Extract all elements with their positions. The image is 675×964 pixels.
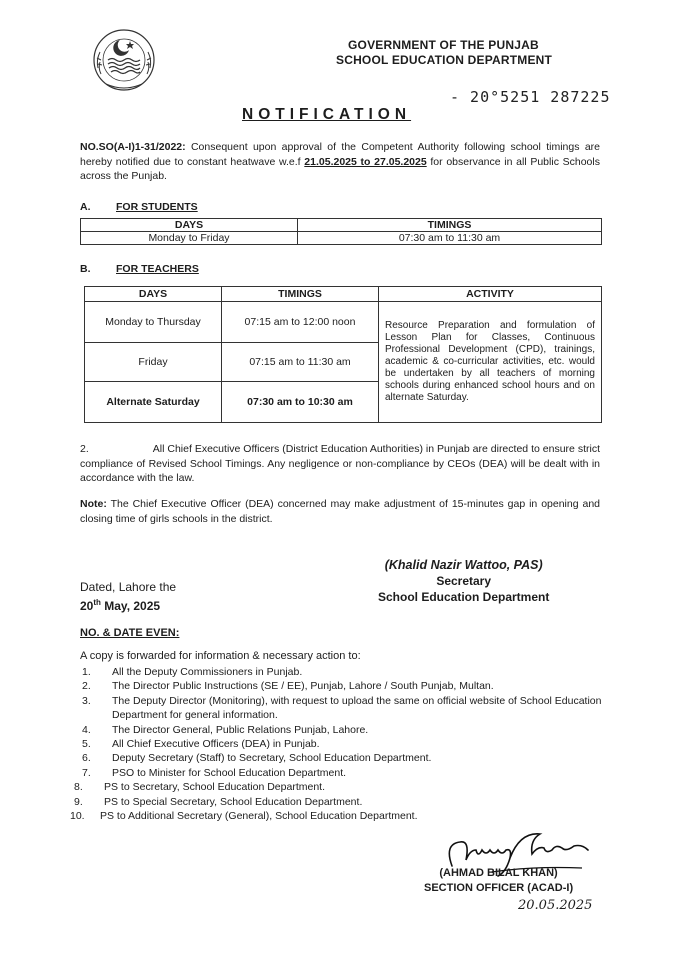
- dated-date: [80, 595, 176, 614]
- note-label: Note:: [80, 498, 107, 510]
- list-item-number: 7.: [82, 766, 91, 779]
- date-day: 20: [80, 599, 94, 613]
- list-item-text: The Director Public Instructions (SE / EE), Punjab, Lahore / South Punjab, Multan.: [112, 680, 494, 693]
- list-item-text: All the Deputy Commissioners in Punjab.: [112, 666, 303, 678]
- diary-number-stamp: - 20°5251 287225: [450, 88, 611, 106]
- list-item: [70, 766, 610, 780]
- list-item-number: 10.: [70, 810, 85, 823]
- table-header: TIMINGS: [222, 287, 379, 302]
- list-item-text: PS to Additional Secretary (General), School Education Department.: [100, 810, 418, 823]
- list-item: [70, 665, 610, 679]
- note-text: The Chief Executive Officer (DEA) concerned may make adjustment of 15-minutes gap in opening and closing time of girls schools in the district.: [80, 498, 600, 525]
- list-item-number: 3.: [82, 694, 91, 707]
- table-cell: 07:30 am to 10:30 am: [222, 382, 379, 423]
- list-item: [70, 751, 610, 765]
- date-block: [80, 579, 176, 614]
- section-b-heading: FOR TEACHERS: [116, 263, 199, 275]
- list-item-text: Deputy Secretary (Staff) to Secretary, School Education Department.: [112, 752, 432, 765]
- list-item-text: The Deputy Director (Monitoring), with request to upload the same on official website of School Education Department for general information.: [112, 694, 602, 722]
- list-item: [70, 780, 610, 794]
- table-header: TIMINGS: [298, 219, 602, 232]
- note-paragraph: [80, 497, 600, 526]
- paragraph-number: 2.: [80, 443, 89, 455]
- list-item: [70, 723, 610, 737]
- table-cell: 07:15 am to 11:30 am: [222, 343, 379, 382]
- list-item: [70, 809, 610, 823]
- paragraph-2: [80, 442, 600, 486]
- date-rest: May, 2025: [100, 599, 161, 613]
- table-cell: Monday to Friday: [81, 232, 298, 245]
- no-date-even: NO. & DATE EVEN:: [80, 627, 180, 639]
- intro-paragraph: [80, 140, 600, 184]
- secretary-department: School Education Department: [378, 590, 550, 604]
- list-item: [70, 795, 610, 809]
- table-header: DAYS: [81, 219, 298, 232]
- government-name: GOVERNMENT OF THE PUNJAB: [348, 38, 539, 52]
- list-item-number: 1.: [82, 666, 91, 678]
- handwritten-date: 20.05.2025: [518, 898, 593, 913]
- list-item-number: 5.: [82, 738, 91, 751]
- activity-cell: Resource Preparation and formulation of Lesson Plan for Classes, Continuous Professional Development (CPD), trainings, academic & co-curricular activities, etc. would be undertaken by all teachers of morning schools during enhanced school hours and on alternate Saturday.: [379, 302, 602, 423]
- section-a-letter: A.: [80, 201, 91, 213]
- notification-reference: NO.SO(A-I)1-31/2022:: [80, 141, 186, 153]
- table-cell: 07:30 am to 11:30 am: [298, 232, 602, 245]
- table-cell: Monday to Thursday: [85, 302, 222, 343]
- table-header: DAYS: [85, 287, 222, 302]
- list-item: [70, 679, 610, 693]
- students-timings-table: [80, 218, 602, 245]
- department-name: SCHOOL EDUCATION DEPARTMENT: [336, 53, 553, 67]
- date-suffix: th: [93, 598, 101, 607]
- intro-text-end: for observance in all Public Schools across the Punjab.: [80, 155, 600, 182]
- teachers-timings-table: [84, 286, 602, 423]
- section-officer-name: (AHMAD BILAL KHAN): [439, 867, 558, 879]
- table-row: [81, 232, 602, 245]
- paragraph-2-text: All Chief Executive Officers (District Education Authorities) in Punjab are directed to ensure strict compliance of Revised School Timings. Any negligence or non-compliance by CEOs (DEA) will be dealt with in accordance with the law.: [80, 443, 600, 484]
- list-item: [70, 737, 610, 751]
- table-cell: Friday: [85, 343, 222, 382]
- table-row: [85, 302, 602, 343]
- list-item-number: 4.: [82, 723, 91, 736]
- list-item-number: 9.: [74, 795, 83, 808]
- page-title: NOTIFICATION: [242, 106, 412, 123]
- table-cell: 07:15 am to 12:00 noon: [222, 302, 379, 343]
- letterhead: [336, 38, 552, 68]
- punjab-government-logo-icon: [92, 28, 156, 92]
- list-item: [70, 694, 610, 723]
- list-item-number: 2.: [82, 680, 91, 693]
- secretary-name: (Khalid Nazir Wattoo, PAS): [384, 558, 543, 572]
- effective-dates: 21.05.2025 to 27.05.2025: [304, 155, 427, 168]
- dated-place: Dated, Lahore the: [80, 580, 177, 594]
- secretary-designation: Secretary: [436, 574, 492, 588]
- secretary-signature-block: [378, 557, 549, 605]
- intro-text: Consequent upon approval of the Competent Authority following school timings are hereby notified due to constant heatwave w.e.f: [80, 141, 600, 168]
- list-item-text: All Chief Executive Officers (DEA) in Punjab.: [112, 738, 320, 751]
- table-cell: Alternate Saturday: [85, 382, 222, 423]
- list-item-text: PSO to Minister for School Education Department.: [112, 766, 347, 779]
- section-officer-designation: SECTION OFFICER (ACAD-I): [424, 882, 574, 894]
- list-item-number: 6.: [82, 752, 91, 765]
- list-item-text: PS to Special Secretary, School Education Department.: [104, 795, 363, 808]
- copy-list: [70, 665, 610, 823]
- section-b-letter: B.: [80, 263, 91, 275]
- list-item-number: 8.: [74, 781, 83, 794]
- table-header: ACTIVITY: [379, 287, 602, 302]
- list-item-text: The Director General, Public Relations Punjab, Lahore.: [112, 723, 369, 736]
- copy-forwarded-heading: A copy is forwarded for information & necessary action to:: [80, 650, 361, 662]
- section-officer-block: [424, 866, 573, 896]
- section-a-heading: FOR STUDENTS: [116, 201, 198, 213]
- list-item-text: PS to Secretary, School Education Department.: [104, 781, 326, 794]
